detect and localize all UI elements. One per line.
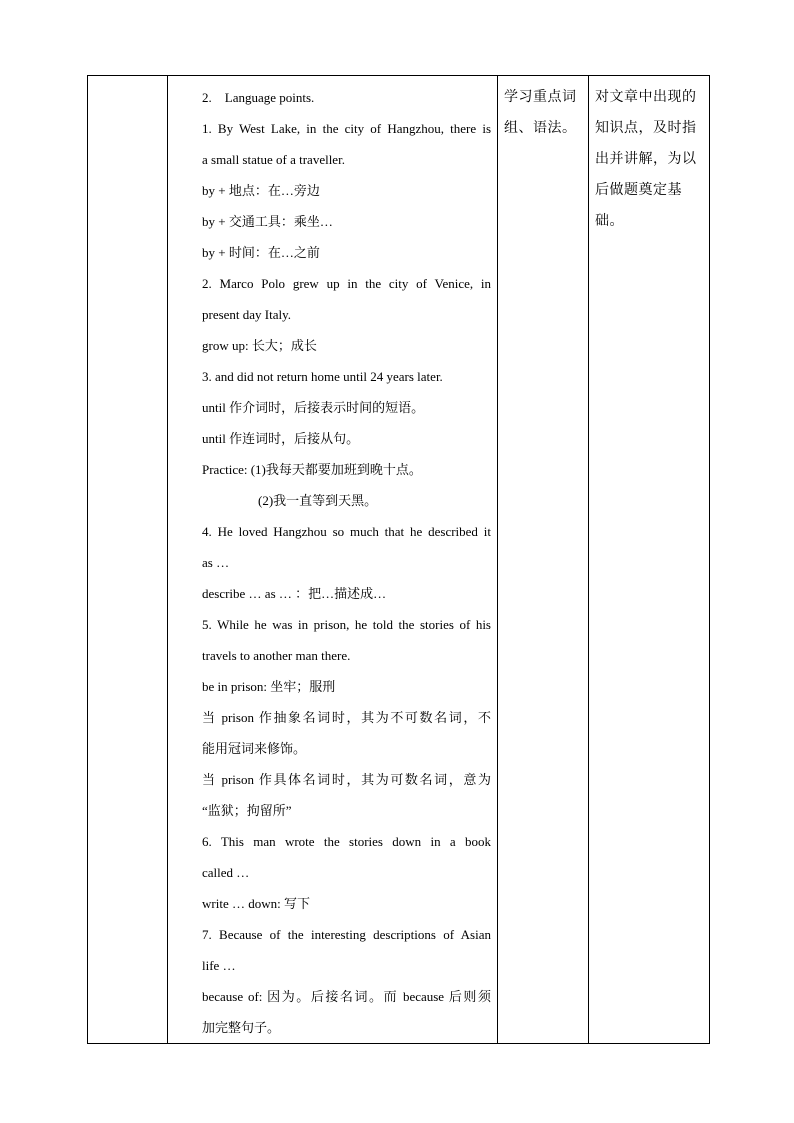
practice-1: Practice: (1)我每天都要加班到晚十点。 [202, 462, 422, 477]
teaching-intent-text: 对文章中出现的知识点，及时指出并讲解，为以后做题奠定基础。 [595, 90, 697, 229]
be-in-prison-note: be in prison: 坐牢；服刑 [202, 679, 336, 694]
by-place-note: by + 地点：在…旁边 [202, 183, 320, 198]
grow-up-note: grow up: 长大；成长 [202, 338, 317, 353]
point-4-sentence-b: as … [202, 555, 230, 570]
point-5-sentence-b: travels to another man there. [202, 648, 351, 663]
prison-abstract-note-b: 能用冠词来修饰。 [202, 741, 307, 756]
study-focus-cell [498, 76, 589, 1044]
by-transport-note: by + 交通工具：乘坐… [202, 214, 333, 229]
by-time-note: by + 时间：在…之前 [202, 245, 320, 260]
prison-concrete-note-b: “监狱；拘留所” [202, 803, 292, 818]
language-points-heading: 2. Language points. [202, 90, 315, 105]
content-cell [168, 76, 498, 1044]
point-1-sentence-b: a small statue of a traveller. [202, 152, 345, 167]
prison-concrete-note-a: 当 prison 作具体名词时，其为可数名词，意为 [202, 772, 491, 787]
lesson-plan-table [87, 75, 710, 1044]
table-row [88, 76, 710, 1044]
point-5-sentence-a: 5. While he was in prison, he told the stories of his [202, 617, 491, 632]
practice-2: (2)我一直等到天黑。 [258, 493, 378, 508]
write-down-note: write … down: 写下 [202, 896, 310, 911]
point-6-sentence-a: 6. This man wrote the stories down in a book [202, 834, 491, 849]
prison-abstract-note-a: 当 prison 作抽象名词时，其为不可数名词，不 [202, 710, 491, 725]
because-of-note-a: because of: 因为。后接名词。而 because 后则须 [202, 989, 491, 1004]
point-6-sentence-b: called … [202, 865, 250, 880]
point-2-sentence-a: 2. Marco Polo grew up in the city of Venice, in [202, 276, 491, 291]
point-7-sentence-b: life … [202, 958, 236, 973]
point-1-sentence-a: 1. By West Lake, in the city of Hangzhou, there is [202, 121, 491, 136]
point-7-sentence-a: 7. Because of the interesting descriptions of Asian [202, 927, 491, 942]
empty-left-cell [88, 76, 168, 1044]
until-prep-note: until 作介词时，后接表示时间的短语。 [202, 400, 425, 415]
point-4-sentence-a: 4. He loved Hangzhou so much that he described it [202, 524, 491, 539]
describe-as-note: describe … as … ：把…描述成… [202, 586, 387, 601]
point-3-sentence: 3. and did not return home until 24 years later. [202, 369, 443, 384]
point-2-sentence-b: present day Italy. [202, 307, 292, 322]
until-conj-note: until 作连词时，后接从句。 [202, 431, 360, 446]
study-focus-text: 学习重点词组、语法。 [504, 90, 577, 136]
teaching-intent-cell [589, 76, 710, 1044]
because-of-note-b: 加完整句子。 [202, 1020, 281, 1035]
